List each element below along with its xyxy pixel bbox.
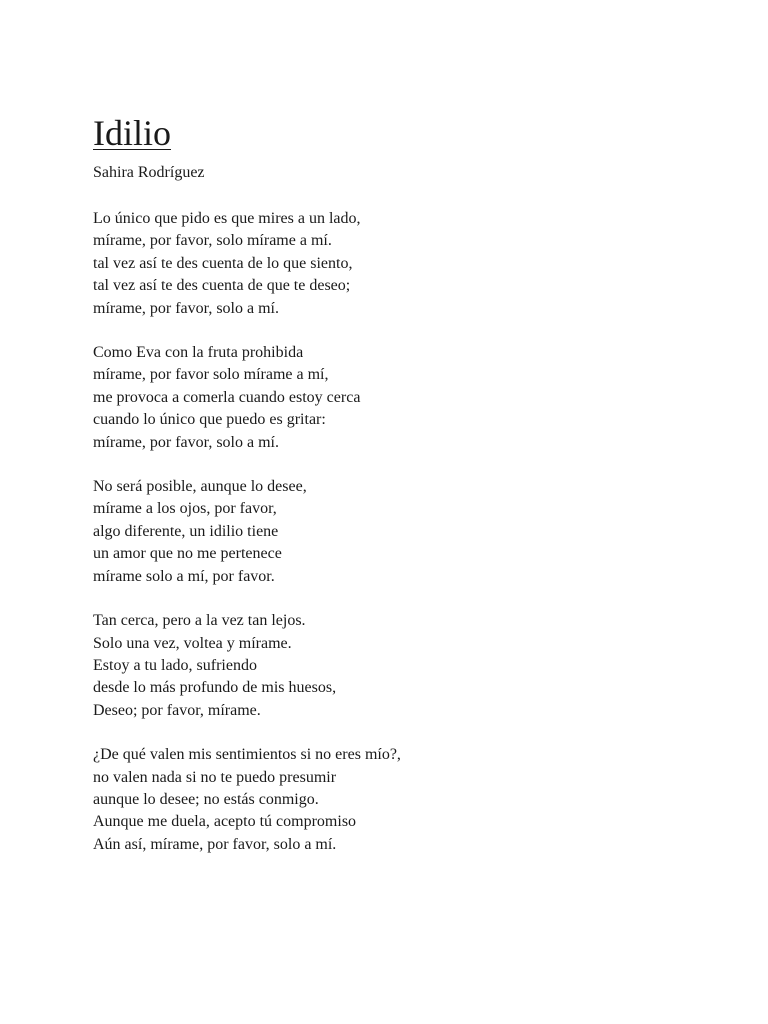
stanza-3: [93, 476, 713, 588]
poem-line: mírame a los ojos, por favor,: [93, 500, 277, 518]
document-page: [93, 112, 713, 878]
poem-line: no valen nada si no te puedo presumir: [93, 768, 337, 786]
poem-title: Idilio: [93, 113, 171, 153]
poem-line: Solo una vez, voltea y mírame.: [93, 634, 292, 652]
poem-line: aunque lo desee; no estás conmigo.: [93, 790, 319, 808]
poem-line: mírame solo a mí, por favor.: [93, 567, 275, 585]
poem-line: tal vez así te des cuenta de lo que siento,: [93, 254, 353, 272]
poem-line: algo diferente, un idilio tiene: [93, 522, 279, 540]
poem-line: Aún así, mírame, por favor, solo a mí.: [93, 835, 337, 853]
poem-body: [93, 208, 713, 856]
poem-line: me provoca a comerla cuando estoy cerca: [93, 388, 361, 406]
poem-line: Deseo; por favor, mírame.: [93, 701, 261, 719]
poem-line: mírame, por favor, solo mírame a mí.: [93, 232, 332, 250]
poem-line: tal vez así te des cuenta de que te deseo;: [93, 277, 351, 295]
poem-line: Aunque me duela, acepto tú compromiso: [93, 813, 357, 831]
poem-line: No será posible, aunque lo desee,: [93, 478, 307, 496]
poem-line: Estoy a tu lado, sufriendo: [93, 656, 257, 674]
poem-line: un amor que no me pertenece: [93, 545, 282, 563]
poem-line: mírame, por favor, solo a mí.: [93, 433, 279, 451]
poem-line: mírame, por favor solo mírame a mí,: [93, 366, 329, 384]
poem-author: Sahira Rodríguez: [93, 164, 205, 181]
poem-line: Lo único que pido es que mires a un lado,: [93, 210, 361, 227]
poem-line: desde lo más profundo de mis huesos,: [93, 679, 337, 697]
stanza-1: [93, 208, 713, 320]
stanza-5: [93, 744, 713, 856]
poem-line: cuando lo único que puedo es gritar:: [93, 411, 326, 429]
poem-line: Como Eva con la fruta prohibida: [93, 344, 304, 362]
stanza-4: [93, 610, 713, 722]
poem-line: Tan cerca, pero a la vez tan lejos.: [93, 612, 306, 630]
poem-line: mírame, por favor, solo a mí.: [93, 299, 279, 317]
poem-line: ¿De qué valen mis sentimientos si no eres mío?,: [93, 746, 401, 764]
stanza-2: [93, 342, 713, 454]
